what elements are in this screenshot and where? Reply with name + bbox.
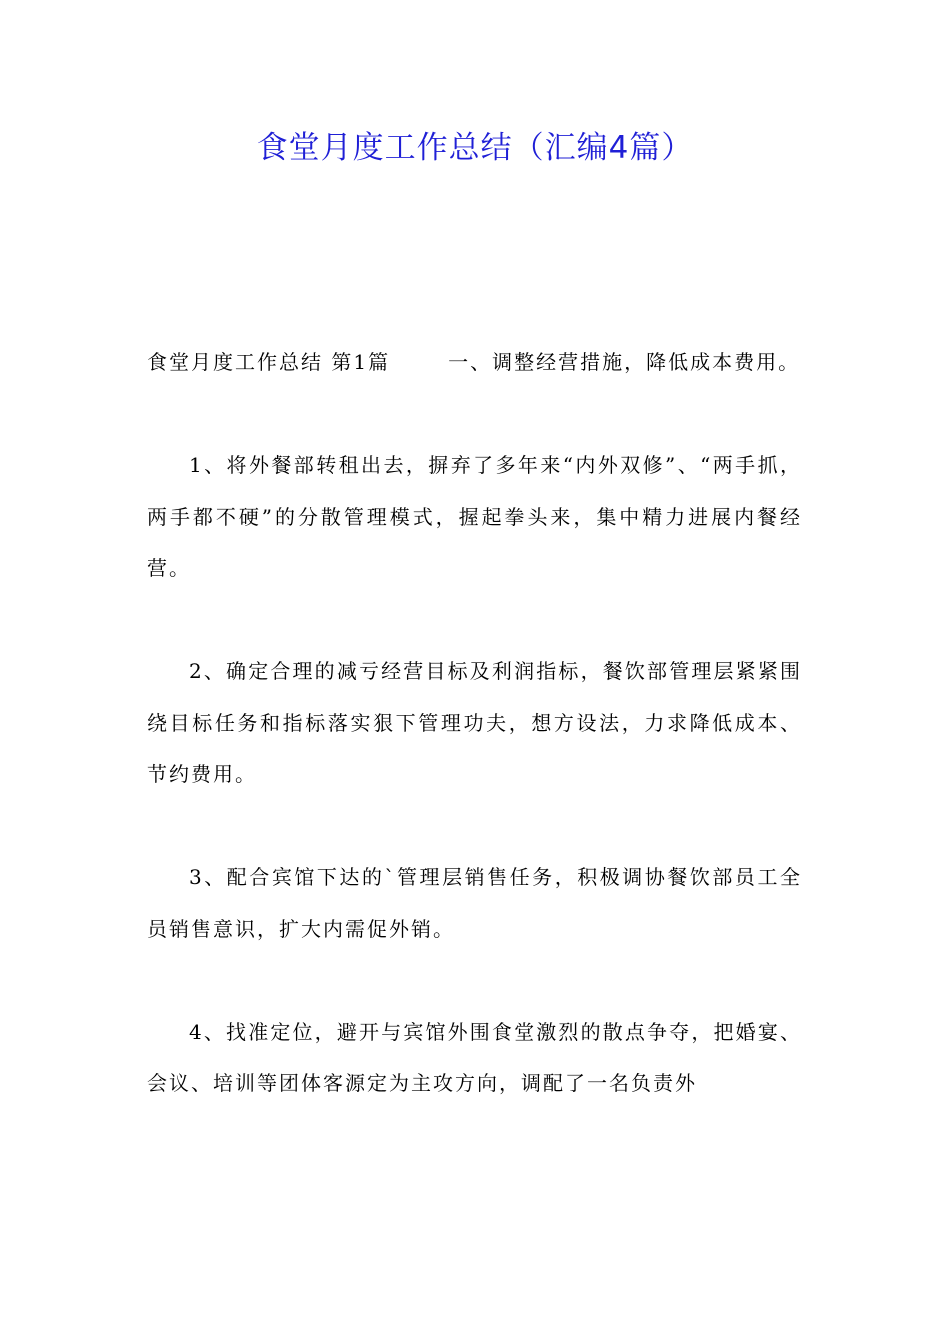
document-body xyxy=(147,337,802,1110)
paragraph-item-4: 4、找准定位，避开与宾馆外围食堂激烈的散点争夺，把婚宴、会议、培训等团体客源定为主攻方向，调配了一名负责外 xyxy=(147,1019,802,1095)
paragraph-intro xyxy=(147,337,802,389)
document-title: 食堂月度工作总结（汇编4篇） xyxy=(256,130,694,166)
paragraph-item-1: 1、将外餐部转租出去，摒弃了多年来“内外双修”、“两手抓，两手都不硬”的分散管理模式，握起拳头来，集中精力进展内餐经营。 xyxy=(147,453,802,580)
paragraph-item-2: 2、确定合理的减亏经营目标及利润指标，餐饮部管理层紧紧围绕目标任务和指标落实狠下管理功夫，想方设法，力求降低成本、节约费用。 xyxy=(147,659,802,786)
section-label: 食堂月度工作总结 第1篇 xyxy=(147,350,391,374)
paragraph-item-3: 3、配合宾馆下达的`管理层销售任务，积极调协餐饮部员工全员销售意识，扩大内需促外销。 xyxy=(147,865,802,941)
paragraph-text: 一、调整经营措施，降低成本费用。 xyxy=(448,350,801,374)
